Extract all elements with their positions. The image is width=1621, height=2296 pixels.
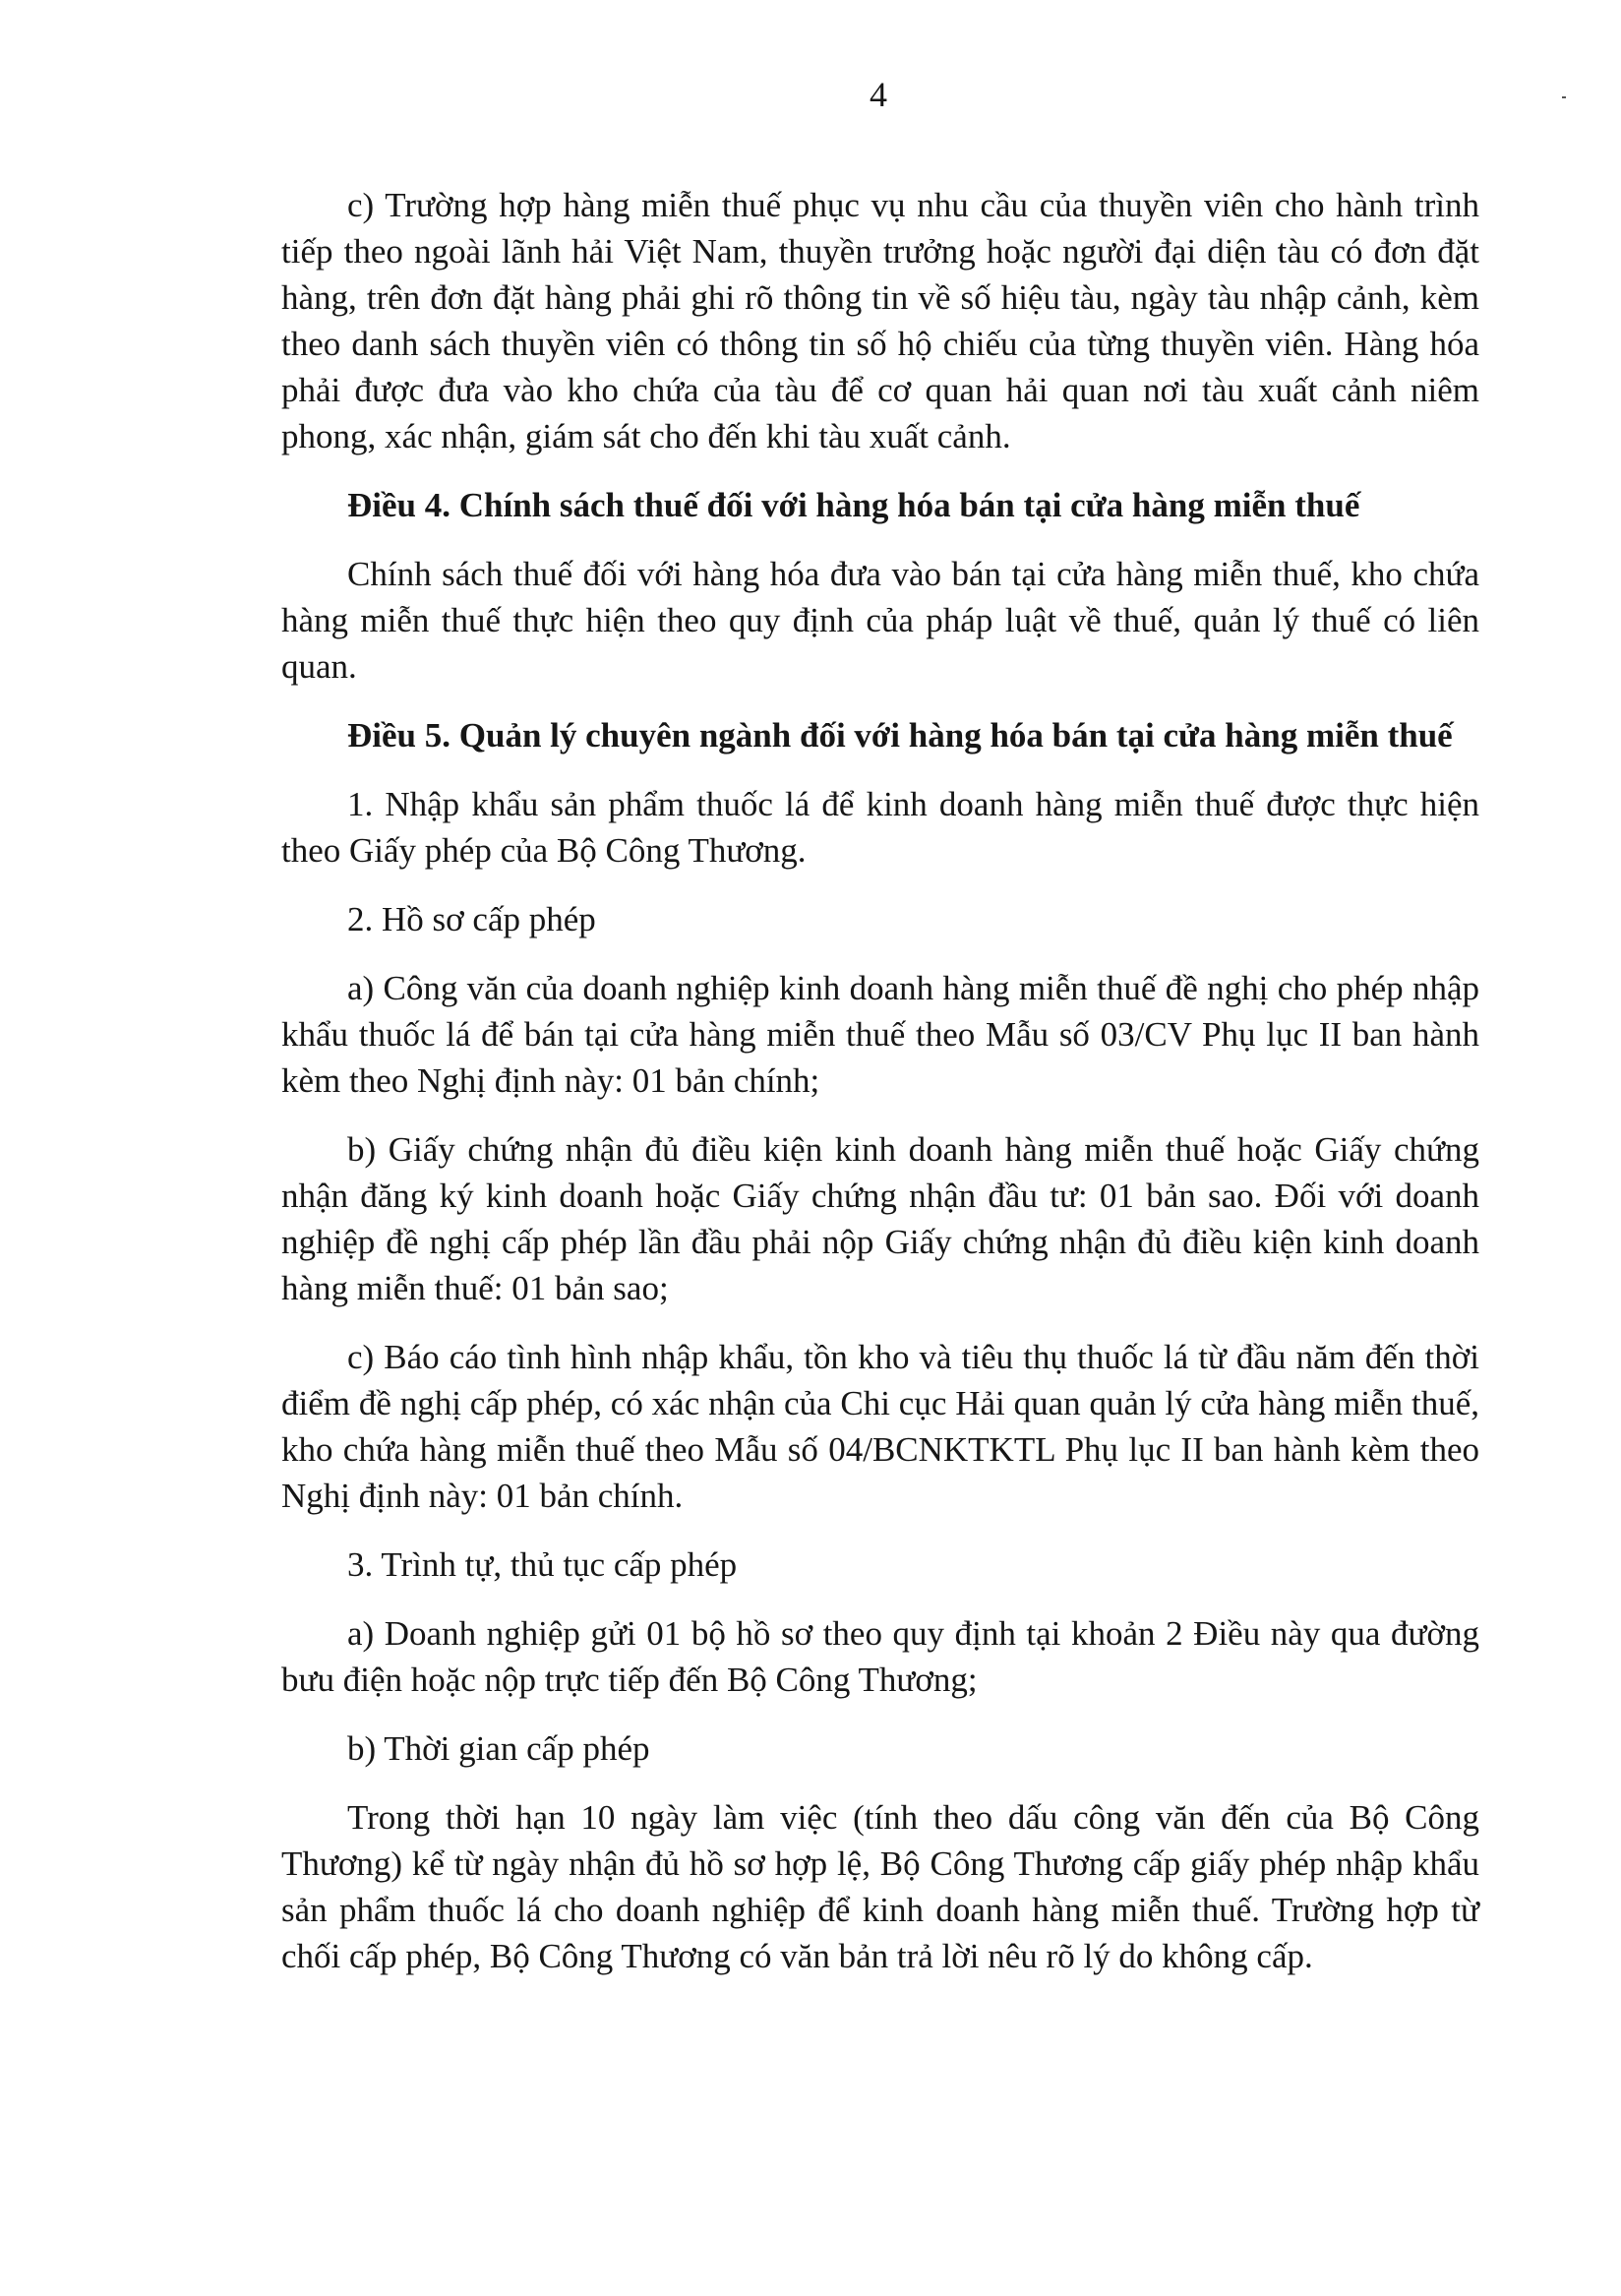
paragraph-5-2a: a) Công văn của doanh nghiệp kinh doanh hàng miễn thuế đề nghị cho phép nhập khẩu thuốc lá để bán tại cửa hàng miễn thuế theo Mẫu số 03/CV Phụ lục II ban hành kèm theo Nghị định này: 01 bản chính; [281, 969, 1479, 1100]
document-body [281, 182, 1479, 2002]
page-number: 4 [870, 75, 887, 114]
paragraph-5-3b-body: Trong thời hạn 10 ngày làm việc (tính theo dấu công văn đến của Bộ Công Thương) kể từ ngày nhận đủ hồ sơ hợp lệ, Bộ Công Thương cấp giấy phép nhập khẩu sản phẩm thuốc lá cho doanh nghiệp để kinh doanh hàng miễn thuế. Trường hợp từ chối cấp phép, Bộ Công Thương có văn bản trả lời nêu rõ lý do không cấp. [281, 1798, 1479, 1975]
paragraph-5-2-heading: 2. Hồ sơ cấp phép [347, 900, 596, 938]
paragraph-3c-crew-orders: c) Trường hợp hàng miễn thuế phục vụ nhu cầu của thuyền viên cho hành trình tiếp theo ngoài lãnh hải Việt Nam, thuyền trưởng hoặc người đại diện tàu có đơn đặt hàng, trên đơn đặt hàng phải ghi rõ thông tin về số hiệu tàu, ngày tàu nhập cảnh, kèm theo danh sách thuyền viên có thông tin số hộ chiếu của từng thuyền viên. Hàng hóa phải được đưa vào kho chứa của tàu để cơ quan hải quan nơi tàu xuất cảnh niêm phong, xác nhận, giám sát cho đến khi tàu xuất cảnh. [281, 186, 1479, 455]
scan-mark [1562, 96, 1566, 98]
article-5-label: Điều 5. [347, 716, 450, 755]
article-5-heading [281, 712, 1479, 758]
paragraph-5-2b: b) Giấy chứng nhận đủ điều kiện kinh doanh hàng miễn thuế hoặc Giấy chứng nhận đăng ký kinh doanh hoặc Giấy chứng nhận đầu tư: 01 bản sao. Đối với doanh nghiệp đề nghị cấp phép lần đầu phải nộp Giấy chứng nhận đủ điều kiện kinh doanh hàng miễn thuế: 01 bản sao; [281, 1130, 1479, 1307]
paragraph-5-2c: c) Báo cáo tình hình nhập khẩu, tồn kho và tiêu thụ thuốc lá từ đầu năm đến thời điểm đề nghị cấp phép, có xác nhận của Chi cục Hải quan quản lý cửa hàng miễn thuế, kho chứa hàng miễn thuế theo Mẫu số 04/BCNKTKTL Phụ lục II ban hành kèm theo Nghị định này: 01 bản chính. [281, 1338, 1479, 1515]
paragraph-5-3a: a) Doanh nghiệp gửi 01 bộ hồ sơ theo quy định tại khoản 2 Điều này qua đường bưu điện hoặc nộp trực tiếp đến Bộ Công Thương; [281, 1614, 1479, 1699]
paragraph-article-4-body: Chính sách thuế đối với hàng hóa đưa vào bán tại cửa hàng miễn thuế, kho chứa hàng miễn thuế thực hiện theo quy định của pháp luật về thuế, quản lý thuế có liên quan. [281, 555, 1479, 686]
article-4-heading [281, 482, 1479, 528]
article-5-title: Quản lý chuyên ngành đối với hàng hóa bán tại cửa hàng miễn thuế [458, 716, 1453, 755]
article-4-title: Chính sách thuế đối với hàng hóa bán tại cửa hàng miễn thuế [458, 486, 1360, 524]
article-4-label: Điều 4. [347, 486, 450, 524]
paragraph-5-3b-heading: b) Thời gian cấp phép [347, 1729, 650, 1768]
paragraph-5-1: 1. Nhập khẩu sản phẩm thuốc lá để kinh doanh hàng miễn thuế được thực hiện theo Giấy phép của Bộ Công Thương. [281, 785, 1479, 870]
paragraph-5-3-heading: 3. Trình tự, thủ tục cấp phép [347, 1545, 738, 1584]
